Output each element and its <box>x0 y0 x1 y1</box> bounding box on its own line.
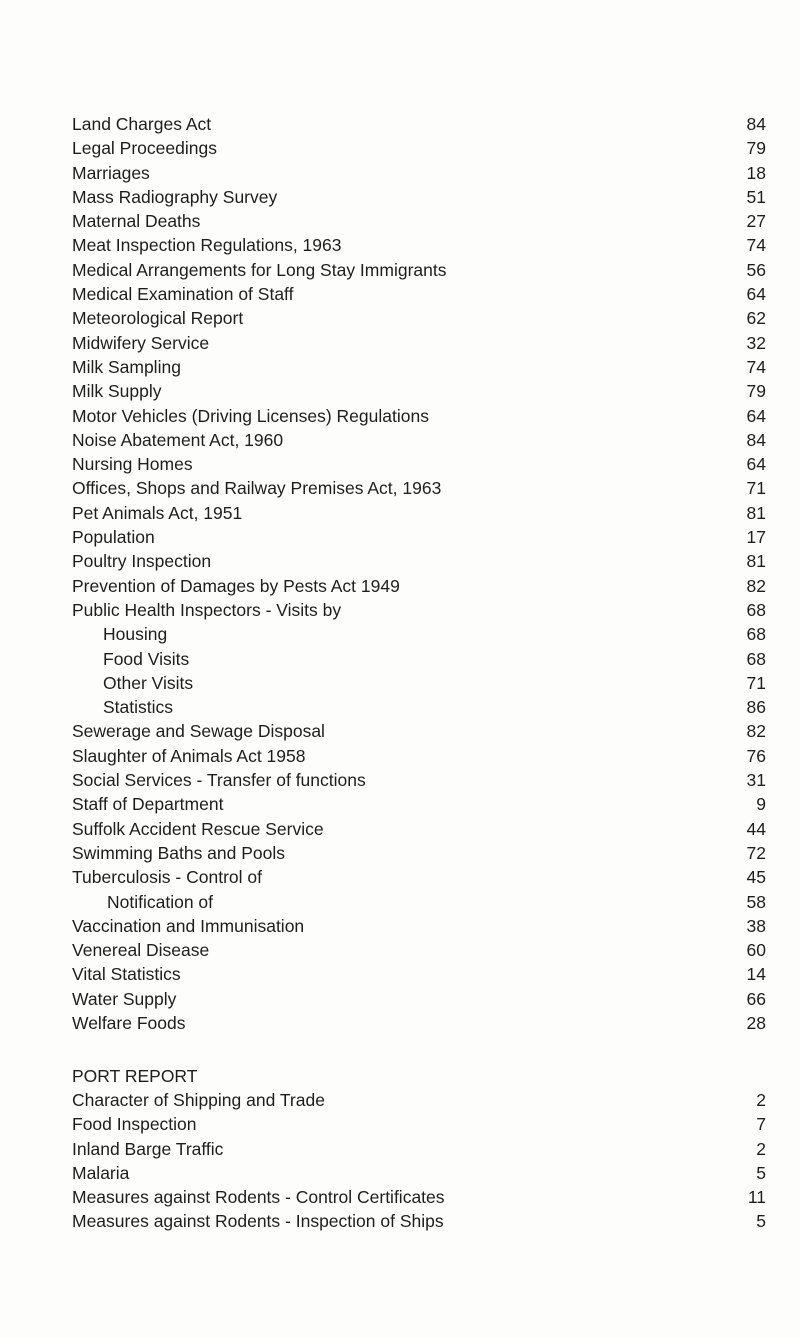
entry-page: 5 <box>756 1211 766 1232</box>
entry-page: 62 <box>746 308 766 329</box>
entry-page: 56 <box>746 259 766 280</box>
port-report-list <box>0 1088 800 1234</box>
index-entry <box>0 306 800 330</box>
index-entry <box>0 1088 800 1112</box>
index-entry <box>0 136 800 160</box>
entry-label: Milk Sampling <box>72 356 181 377</box>
index-entry <box>0 452 800 476</box>
entry-page: 18 <box>746 162 766 183</box>
entry-page: 9 <box>756 794 766 815</box>
entry-page: 84 <box>746 429 766 450</box>
entry-label: Population <box>72 527 155 548</box>
index-subentry <box>0 647 800 671</box>
index-entry <box>0 841 800 865</box>
entry-label: Welfare Foods <box>72 1012 186 1033</box>
entry-label: Food Inspection <box>72 1114 197 1135</box>
entry-page: 82 <box>746 721 766 742</box>
index-entry <box>0 574 800 598</box>
entry-page: 2 <box>756 1138 766 1159</box>
entry-page: 81 <box>746 502 766 523</box>
index-entry <box>0 525 800 549</box>
index-subentry <box>0 622 800 646</box>
index-entry <box>0 817 800 841</box>
index-entry <box>0 792 800 816</box>
entry-page: 79 <box>746 138 766 159</box>
index-entry <box>0 938 800 962</box>
index-entry <box>0 379 800 403</box>
entry-page: 79 <box>746 381 766 402</box>
index-entry <box>0 768 800 792</box>
index-entry <box>0 282 800 306</box>
entry-label: Housing <box>103 624 168 645</box>
entry-page: 38 <box>746 915 766 936</box>
entry-page: 72 <box>746 842 766 863</box>
entry-label: Legal Proceedings <box>72 138 217 159</box>
entry-label: Tuberculosis - Control of <box>72 867 262 888</box>
entry-label: Medical Examination of Staff <box>72 284 294 305</box>
entry-label: Milk Supply <box>72 381 162 402</box>
entry-label: Vaccination and Immunisation <box>72 915 305 936</box>
entry-label: Notification of <box>107 891 214 912</box>
entry-page: 32 <box>746 332 766 353</box>
entry-label: Noise Abatement Act, 1960 <box>72 429 284 450</box>
entry-label: Midwifery Service <box>72 332 210 353</box>
entry-label: Measures against Rodents - Inspection of Ships <box>72 1211 444 1232</box>
entry-page: 5 <box>756 1162 766 1183</box>
entry-page: 68 <box>746 599 766 620</box>
entry-page: 44 <box>746 818 766 839</box>
entry-page: 28 <box>746 1012 766 1033</box>
index-entry <box>0 233 800 257</box>
index-entry <box>0 1209 800 1233</box>
index-entry <box>0 1011 800 1035</box>
entry-label: Maternal Deaths <box>72 211 201 232</box>
index-entry <box>0 744 800 768</box>
index-entry <box>0 1185 800 1209</box>
entry-label: Motor Vehicles (Driving Licenses) Regulations <box>72 405 429 426</box>
entry-label: Swimming Baths and Pools <box>72 842 286 863</box>
entry-label: Inland Barge Traffic <box>72 1138 224 1159</box>
index-entry <box>0 476 800 500</box>
entry-label: Land Charges Act <box>72 114 212 134</box>
entry-label: Offices, Shops and Railway Premises Act, 1963 <box>72 478 442 499</box>
index-subentry <box>0 890 800 914</box>
entry-page: 51 <box>746 186 766 207</box>
entry-page: 58 <box>746 891 766 912</box>
index-entry <box>0 987 800 1011</box>
index-entry <box>0 258 800 282</box>
entry-page: 27 <box>746 211 766 232</box>
entry-label: Sewerage and Sewage Disposal <box>72 721 325 742</box>
entry-page: 81 <box>746 551 766 572</box>
index-entry <box>0 1137 800 1161</box>
entry-label: Venereal Disease <box>72 940 210 961</box>
entry-label: Social Services - Transfer of functions <box>72 770 366 791</box>
entry-page: 14 <box>746 964 766 985</box>
entry-label: Water Supply <box>72 988 177 1009</box>
index-entry <box>0 331 800 355</box>
entry-page: 31 <box>746 770 766 791</box>
entry-page: 68 <box>746 624 766 645</box>
entry-page: 71 <box>746 672 766 693</box>
index-entry <box>0 428 800 452</box>
entry-label: Food Visits <box>103 648 190 669</box>
index-entry <box>0 209 800 233</box>
entry-page: 7 <box>756 1114 766 1135</box>
index-entry <box>0 185 800 209</box>
index-list <box>0 112 800 1035</box>
entry-label: Measures against Rodents - Control Certificates <box>72 1187 445 1208</box>
entry-page: 17 <box>746 527 766 548</box>
entry-page: 64 <box>746 454 766 475</box>
index-entry <box>0 549 800 573</box>
entry-label: Meat Inspection Regulations, 1963 <box>72 235 342 256</box>
index-entry <box>0 355 800 379</box>
entry-page: 60 <box>746 940 766 961</box>
entry-label: Meteorological Report <box>72 308 244 329</box>
entry-page: 11 <box>747 1187 766 1208</box>
entry-label: Medical Arrangements for Long Stay Immigrants <box>72 259 447 280</box>
index-subentry <box>0 695 800 719</box>
entry-page: 64 <box>746 405 766 426</box>
entry-label: Marriages <box>72 162 150 183</box>
entry-page: 82 <box>746 575 766 596</box>
entry-page: 74 <box>746 356 766 377</box>
entry-label: Prevention of Damages by Pests Act 1949 <box>72 575 400 596</box>
entry-page: 68 <box>746 648 766 669</box>
entry-page: 2 <box>756 1090 766 1110</box>
index-entry <box>0 161 800 185</box>
entry-label: Pet Animals Act, 1951 <box>72 502 243 523</box>
entry-label: Poultry Inspection <box>72 551 212 572</box>
entry-page: 66 <box>746 988 766 1009</box>
index-entry <box>0 112 800 136</box>
index-entry <box>0 1112 800 1136</box>
index-entry <box>0 865 800 889</box>
index-entry <box>0 501 800 525</box>
entry-label: Public Health Inspectors - Visits by <box>72 599 342 620</box>
entry-label: Character of Shipping and Trade <box>72 1090 325 1110</box>
index-entry <box>0 719 800 743</box>
entry-page: 84 <box>746 114 766 134</box>
entry-page: 45 <box>746 867 766 888</box>
index-subentry <box>0 671 800 695</box>
entry-page: 71 <box>746 478 766 499</box>
entry-label: Nursing Homes <box>72 454 193 475</box>
entry-label: Malaria <box>72 1162 130 1183</box>
index-entry <box>0 914 800 938</box>
index-entry <box>0 962 800 986</box>
entry-label: Suffolk Accident Rescue Service <box>72 818 324 839</box>
entry-label: Staff of Department <box>72 794 224 815</box>
entry-page: 64 <box>746 284 766 305</box>
entry-page: 74 <box>746 235 766 256</box>
entry-page: 76 <box>746 745 766 766</box>
index-entry <box>0 598 800 622</box>
entry-label: Statistics <box>103 697 174 718</box>
index-entry <box>0 1161 800 1185</box>
entry-label: Slaughter of Animals Act 1958 <box>72 745 306 766</box>
entry-label: Mass Radiography Survey <box>72 186 278 207</box>
port-report-heading: PORT REPORT <box>72 1066 198 1086</box>
entry-label: Other Visits <box>103 672 194 693</box>
index-entry <box>0 404 800 428</box>
entry-page: 86 <box>746 697 766 718</box>
entry-label: Vital Statistics <box>72 964 181 985</box>
